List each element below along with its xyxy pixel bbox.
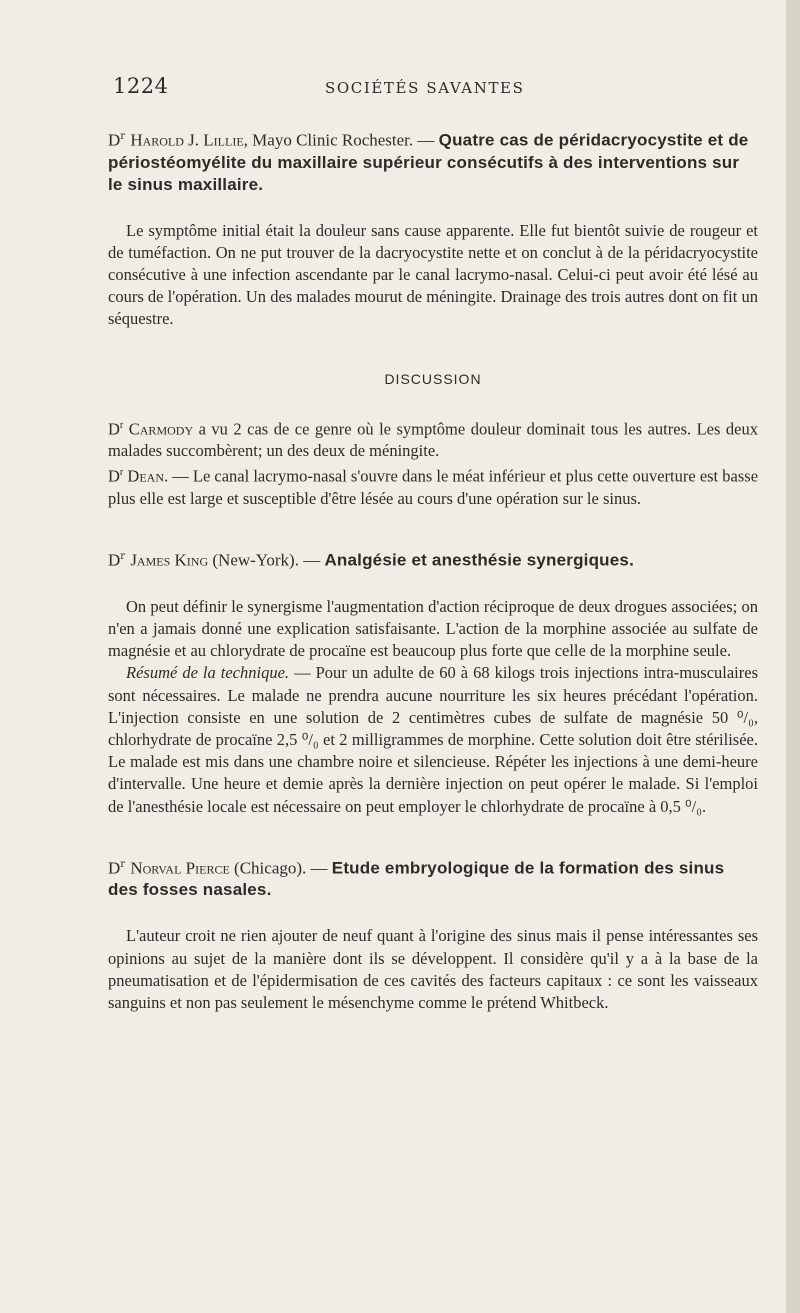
- entry-king-body-2: [108, 662, 758, 817]
- entry-pierce-heading: [108, 854, 758, 902]
- discussant-name: Carmody: [128, 419, 194, 439]
- author-prefix: D: [108, 550, 121, 570]
- entry-pierce-body: L'auteur croit ne rien ajouter de neuf quant à l'origine des sinus mais il pense intéressantes ses opinions au sujet de la manière dont ils se développent. Il considère qu'il y a à la base de la pneumatisation et de l'épidermisation de ces cavités des facteurs capitaux : ce sont les vaisseaux sanguins et non pas seulement le mésenchyme comme le prétend Whitbeck.: [108, 926, 758, 1012]
- discussant-prefix-sup: r: [119, 467, 124, 479]
- author-affiliation: (Chicago). —: [229, 858, 332, 878]
- entry-title: Analgésie et anesthésie synergiques.: [324, 550, 635, 570]
- technique-label: Résumé de la technique.: [126, 663, 290, 683]
- page-header: [113, 74, 753, 104]
- author-prefix: D: [108, 130, 121, 150]
- author-prefix: D: [108, 858, 121, 878]
- author-affiliation: (New-York). —: [208, 550, 325, 570]
- author-prefix-sup: r: [120, 858, 126, 870]
- author-name: James King: [130, 550, 209, 570]
- technique-text: — Pour un adulte de 60 à 68 kilogs trois injections intra-musculaires sont nécessaires. Le malade ne prendra aucune nourriture les six heures précédant l'opération. L'injection consiste en une solution de 2 centimètres cubes de sulfate de magnésie 50 ⁰/₀, chlorhydrate de procaïne 2,5 ⁰/₀ et 2 milligrammes de morphine. Cette solution doit être stérilisée. Le malade est mis dans une chambre noire et silencieuse. Répéter les injections à une demi-heure d'intervalle. Une heure et demie après la dernière injection on peut opérer le malade. Si l'emploi de l'anesthésie locale est nécessaire on peut employer le chlorhydrate de procaïne à 0,5 ⁰/₀.: [108, 663, 759, 816]
- entry-king-body-1: On peut définir le synergisme l'augmentation d'action réciproque de deux drogues associées; on n'en a jamais donné une explication satisfaisante. L'action de la morphine associée au sulfate de magnésie et au chlorydrate de procaïne est beaucoup plus forte que celle de la morphine seule.: [108, 596, 758, 661]
- entry-lillie-heading: [108, 126, 758, 196]
- discussion-dean: [108, 462, 758, 510]
- page-edge: [786, 0, 800, 1313]
- discussion-heading: DISCUSSION: [384, 370, 482, 387]
- entry-title: Etude embryologique de la formation des sinus des fosses nasales.: [108, 858, 725, 900]
- running-title: SOCIÉTÉS SAVANTES: [325, 79, 525, 97]
- author-prefix-sup: r: [120, 551, 126, 563]
- article-content: [108, 126, 758, 1014]
- author-affiliation: , Mayo Clinic Rochester. —: [243, 130, 439, 150]
- author-name: Harold J. Lillie: [130, 130, 244, 150]
- entry-title: Quatre cas de péridacryocystite et de périostéomyélite du maxillaire supérieur consécutifs à des interventions sur le sinus maxillaire.: [108, 130, 749, 194]
- author-name: Norval Pierce: [130, 858, 230, 878]
- discussant-prefix: D: [108, 466, 120, 486]
- discussant-name: Dean: [127, 466, 164, 486]
- entry-lillie-body: Le symptôme initial était la douleur sans cause apparente. Elle fut bientôt suivie de rougeur et de tuméfaction. On ne put trouver de la dacryocystite nette et on conclut à de la péridacryocystite consécutive à une infection ascendante par le canal lacrymo-nasal. Celui-ci peut avoir été lésé au cours de l'opération. Un des malades mourut de méningite. Drainage des trois autres dont on fit un séquestre.: [108, 220, 758, 329]
- page-number: 1224: [113, 74, 169, 98]
- discussant-prefix: D: [108, 419, 120, 439]
- entry-king-heading: [108, 546, 758, 572]
- discussant-text: . — Le canal lacrymo-nasal s'ouvre dans le méat inférieur et plus cette ouverture est basse plus elle est large et susceptible d'être lésée au cours d'une opération sur le sinus.: [108, 466, 759, 509]
- discussant-prefix-sup: r: [119, 419, 124, 431]
- discussant-text: a vu 2 cas de ce genre où le symptôme douleur dominait tous les autres. Les deux malades succombèrent; un des deux de méningite.: [108, 419, 758, 461]
- author-prefix-sup: r: [120, 131, 126, 142]
- discussion-carmody: [108, 415, 758, 463]
